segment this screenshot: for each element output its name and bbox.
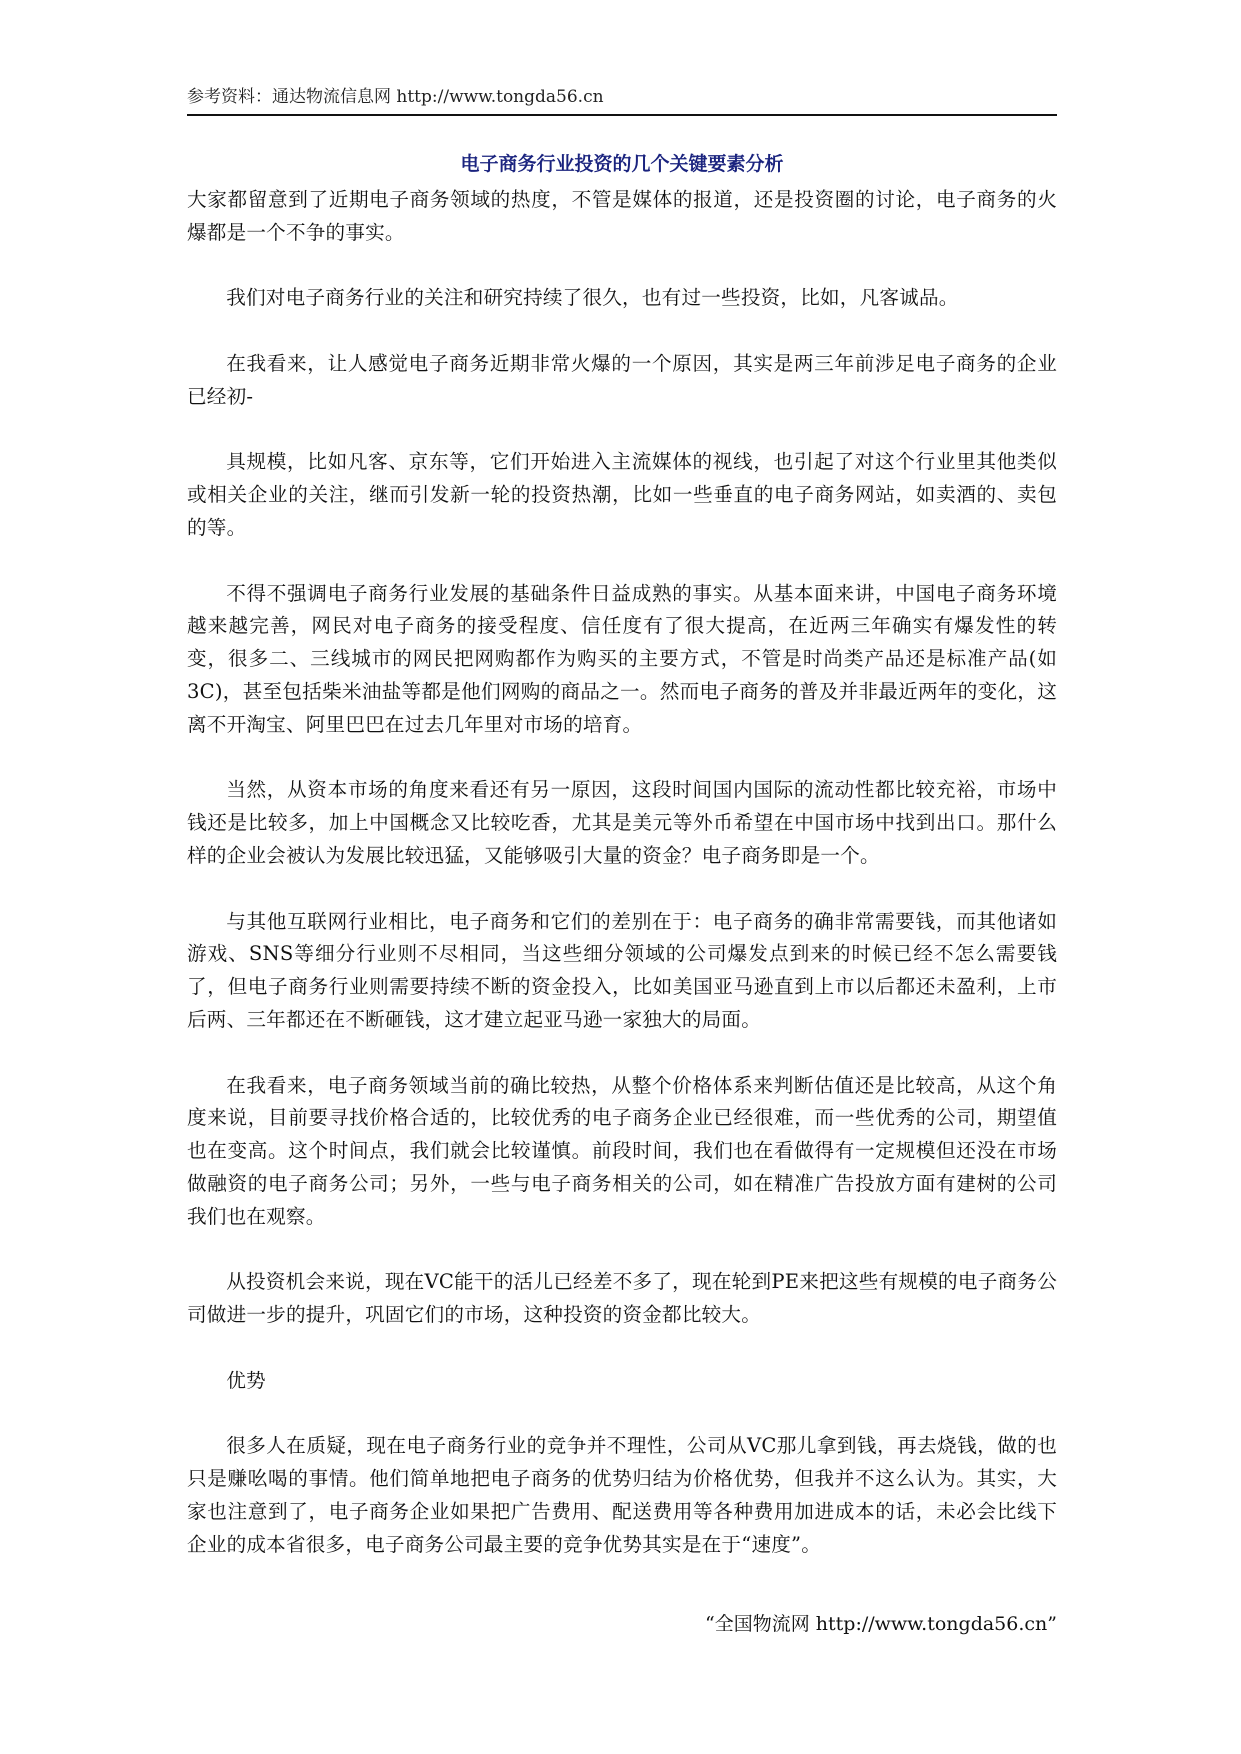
article-title: 电子商务行业投资的几个关键要素分析 [460,153,784,175]
paragraph-3: 在我看来，让人感觉电子商务近期非常火爆的一个原因，其实是两三年前涉足电子商务的企业已经初- [187,351,1057,408]
paragraph-1: 大家都留意到了近期电子商务领域的热度，不管是媒体的报道，还是投资圈的讨论，电子商务的火爆都是一个不争的事实。 [187,188,1057,244]
header-divider [187,114,1057,116]
paragraph-10: 很多人在质疑，现在电子商务行业的竞争并不理性，公司从VC那儿拿到钱，再去烧钱，做的也只是赚吆喝的事情。他们简单地把电子商务的优势归结为价格优势，但我并不这么认为。其实，大家也注意到了，电子商务企业如果把广告费用、配送费用等各种费用加进成本的话，未必会比线下企业的成本省很多，电子商务公司最主要的竞争优势其实是在于“速度”。 [187,1434,1057,1556]
article-body [187,184,1057,1561]
paragraph-2: 我们对电子商务行业的关注和研究持续了很久，也有过一些投资，比如，凡客诚品。 [226,286,959,310]
paragraph-9: 从投资机会来说，现在VC能干的活儿已经差不多了，现在轮到PE来把这些有规模的电子商务公司做进一步的提升，巩固它们的市场，这种投资的资金都比较大。 [187,1270,1057,1327]
paragraph-5: 不得不强调电子商务行业发展的基础条件日益成熟的事实。从基本面来讲，中国电子商务环境越来越完善，网民对电子商务的接受程度、信任度有了很大提高，在近两三年确实有爆发性的转变，很多二、三线城市的网民把网购都作为购买的主要方式，不管是时尚类产品还是标准产品(如3C)，甚至包括柴米油盐等都是他们网购的商品之一。然而电子商务的普及并非最近两年的变化，这离不开淘宝、阿里巴巴在过去几年里对市场的培育。 [187,581,1057,736]
paragraph-7: 与其他互联网行业相比，电子商务和它们的差别在于：电子商务的确非常需要钱，而其他诸如游戏、SNS等细分行业则不尽相同，当这些细分领域的公司爆发点到来的时候已经不怎么需要钱了，但电子商务行业则需要持续不断的资金投入，比如美国亚马逊直到上市以后都还未盈利，上市后两、三年都还在不断砸钱，这才建立起亚马逊一家独大的局面。 [187,909,1057,1031]
page-header: 参考资料：通达物流信息网 http://www.tongda56.cn [187,87,604,107]
paragraph-4: 具规模，比如凡客、京东等，它们开始进入主流媒体的视线，也引起了对这个行业里其他类似或相关企业的关注，继而引发新一轮的投资热潮，比如一些垂直的电子商务网站，如卖酒的、卖包的等。 [187,450,1057,539]
paragraph-8: 在我看来，电子商务领域当前的确比较热，从整个价格体系来判断估值还是比较高，从这个角度来说，目前要寻找价格合适的，比较优秀的电子商务企业已经很难，而一些优秀的公司，期望值也在变高。这个时间点，我们就会比较谨慎。前段时间，我们也在看做得有一定规模但还没在市场做融资的电子商务公司；另外，一些与电子商务相关的公司，如在精准广告投放方面有建树的公司我们也在观察。 [187,1073,1057,1228]
section-heading-advantage: 优势 [226,1368,266,1392]
paragraph-6: 当然，从资本市场的角度来看还有另一原因，这段时间国内国际的流动性都比较充裕，市场中钱还是比较多，加上中国概念又比较吃香，尤其是美元等外币希望在中国市场中找到出口。那什么样的企业会被认为发展比较迅猛，又能够吸引大量的资金？电子商务即是一个。 [187,778,1057,867]
page-footer: “全国物流网 http://www.tongda56.cn” [705,1613,1057,1635]
